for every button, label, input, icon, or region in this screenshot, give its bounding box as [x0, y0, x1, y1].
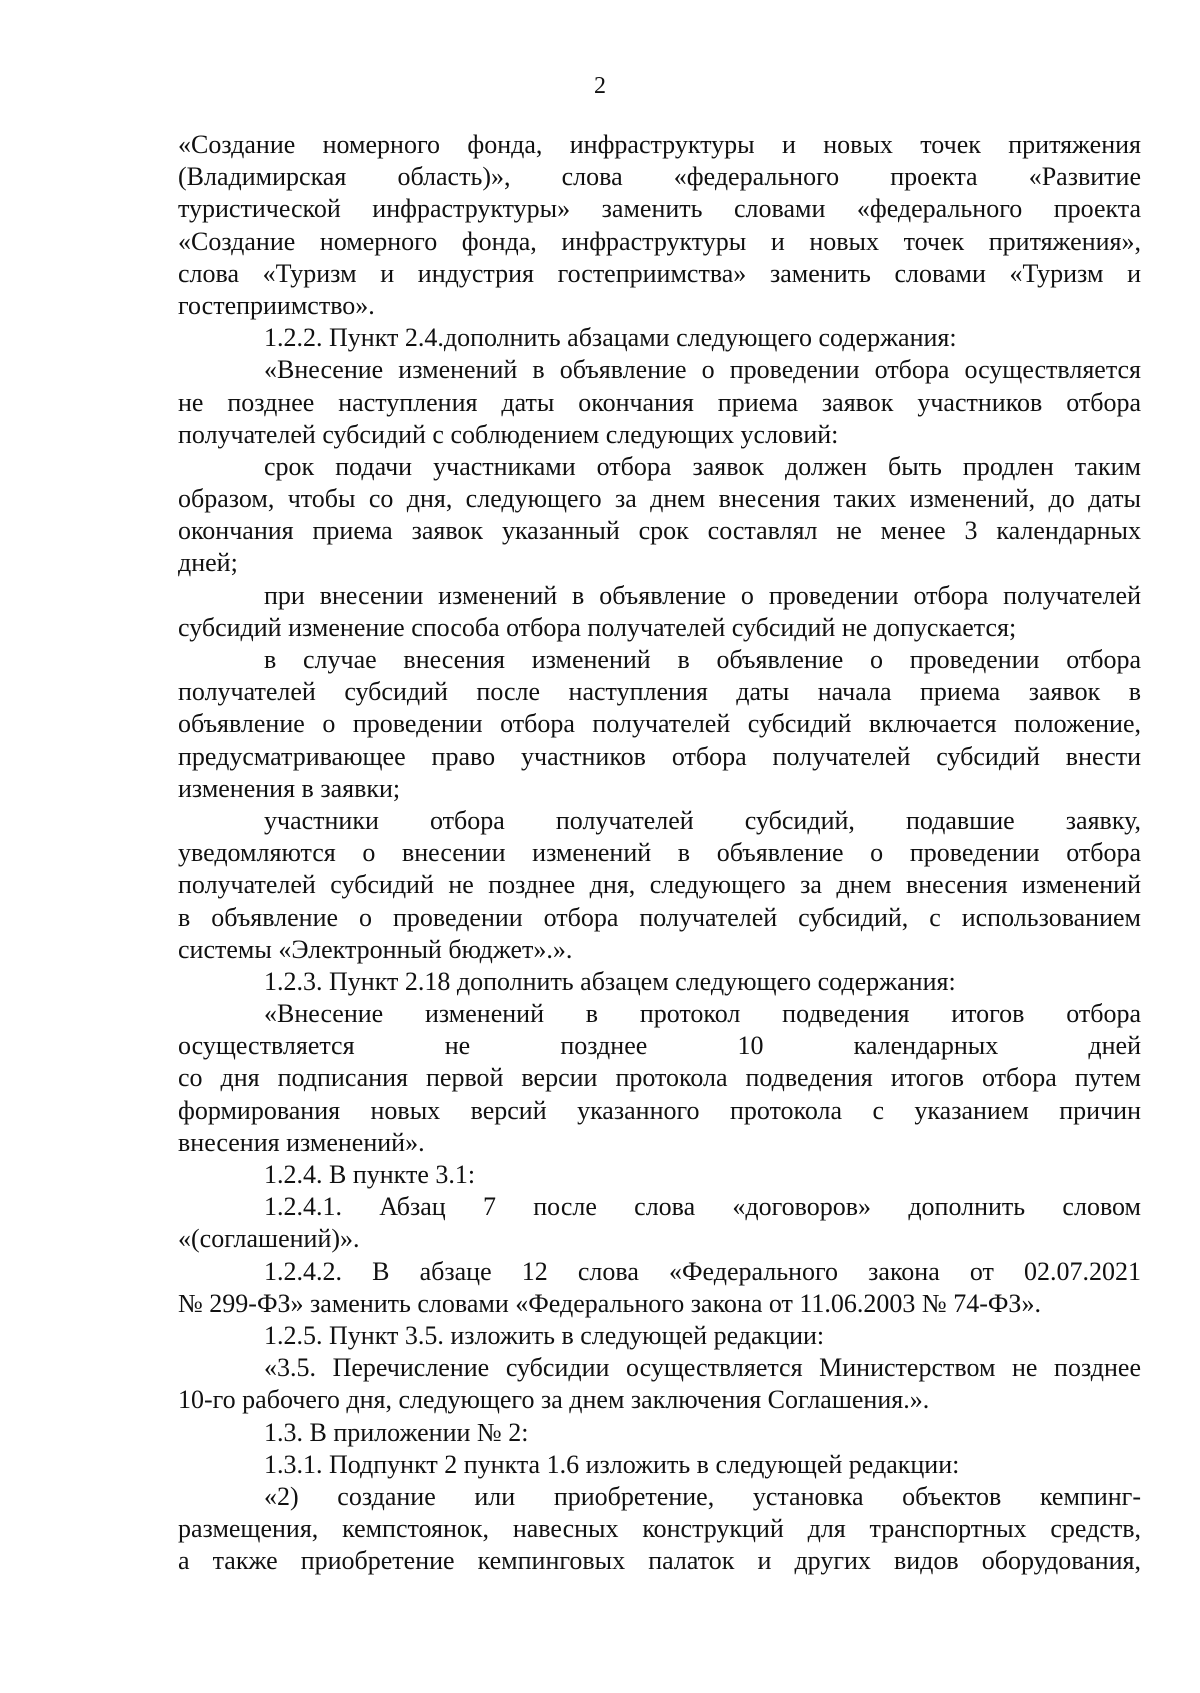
text-line: гостеприимство».	[178, 290, 375, 320]
text-line: туристической инфраструктуры» заменить словами «федерального проекта	[178, 194, 1141, 224]
text-line: образом, чтобы со дня, следующего за днем внесения таких изменений, до даты	[178, 484, 1141, 514]
text-line: № 299-ФЗ» заменить словами «Федерального закона от 11.06.2003 № 74-ФЗ».	[178, 1288, 1041, 1318]
text-line: внесения изменений».	[178, 1127, 425, 1157]
text-line: получателей субсидий не позднее дня, следующего за днем внесения изменений	[178, 870, 1141, 900]
text-line: формирования новых версий указанного протокола с указанием причин	[178, 1095, 1141, 1125]
text-line: срок подачи участниками отбора заявок должен быть продлен таким	[264, 451, 1141, 481]
text-line: «(соглашений)».	[178, 1224, 360, 1254]
text-line: получателей субсидий с соблюдением следующих условий:	[178, 419, 839, 449]
text-line: не позднее наступления даты окончания приема заявок участников отбора	[178, 387, 1141, 417]
text-line: изменения в заявки;	[178, 773, 401, 803]
text-line: «2) создание или приобретение, установка объектов кемпинг-	[264, 1481, 1141, 1511]
text-line: (Владимирская область)», слова «федерального проекта «Развитие	[178, 162, 1141, 192]
text-line: 1.2.4.1. Абзац 7 после слова «договоров» дополнить словом	[264, 1192, 1141, 1222]
text-line: системы «Электронный бюджет».».	[178, 934, 573, 964]
text-line: 1.2.5. Пункт 3.5. изложить в следующей редакции:	[264, 1320, 825, 1350]
text-line: «Внесение изменений в объявление о проведении отбора осуществляется	[264, 355, 1141, 385]
text-line: окончания приема заявок указанный срок составлял не менее 3 календарных	[178, 516, 1141, 546]
text-line: уведомляются о внесении изменений в объявление о проведении отбора	[178, 838, 1141, 868]
text-line: дней;	[178, 548, 238, 578]
text-line: при внесении изменений в объявление о проведении отбора получателей	[264, 580, 1141, 610]
text-line: объявление о проведении отбора получателей субсидий включается положение,	[178, 709, 1141, 739]
text-line: 1.2.4.2. В абзаце 12 слова «Федерального закона от 02.07.2021	[264, 1256, 1141, 1286]
text-line: участники отбора получателей субсидий, подавшие заявку,	[264, 805, 1141, 835]
text-line: получателей субсидий после наступления даты начала приема заявок в	[178, 677, 1141, 707]
text-line: 1.2.2. Пункт 2.4.дополнить абзацами следующего содержания:	[264, 323, 957, 353]
text-line: «Внесение изменений в протокол подведения итогов отбора	[264, 999, 1141, 1029]
text-line: «Создание номерного фонда, инфраструктуры и новых точек притяжения	[178, 130, 1141, 159]
document-body	[178, 129, 1141, 1577]
text-line: предусматривающее право участников отбора получателей субсидий внести	[178, 741, 1141, 771]
text-line: 1.2.3. Пункт 2.18 дополнить абзацем следующего содержания:	[264, 966, 956, 996]
text-line: 1.3.1. Подпункт 2 пункта 1.6 изложить в следующей редакции:	[264, 1449, 960, 1479]
text-line: 1.2.4. В пункте 3.1:	[264, 1160, 476, 1189]
text-line: 10-го рабочего дня, следующего за днем заключения Соглашения.».	[178, 1385, 930, 1415]
text-line: субсидий изменение способа отбора получателей субсидий не допускается;	[178, 612, 1017, 642]
text-line: слова «Туризм и индустрия гостеприимства» заменить словами «Туризм и	[178, 258, 1141, 288]
text-line: в объявление о проведении отбора получателей субсидий, с использованием	[178, 902, 1141, 932]
text-line: осуществляется не позднее 10 календарных дней	[178, 1031, 1141, 1061]
text-line: размещения, кемпстоянок, навесных конструкций для транспортных средств,	[178, 1514, 1141, 1544]
text-line: а также приобретение кемпинговых палаток и других видов оборудования,	[178, 1546, 1141, 1576]
text-line: «Создание номерного фонда, инфраструктуры и новых точек притяжения»,	[178, 226, 1141, 256]
text-line: в случае внесения изменений в объявление о проведении отбора	[264, 645, 1141, 674]
text-line: со дня подписания первой версии протокола подведения итогов отбора путем	[178, 1063, 1141, 1093]
text-line: 1.3. В приложении № 2:	[264, 1417, 529, 1447]
page-number: 2	[594, 73, 606, 99]
text-line: «3.5. Перечисление субсидии осуществляется Министерством не позднее	[264, 1353, 1141, 1383]
